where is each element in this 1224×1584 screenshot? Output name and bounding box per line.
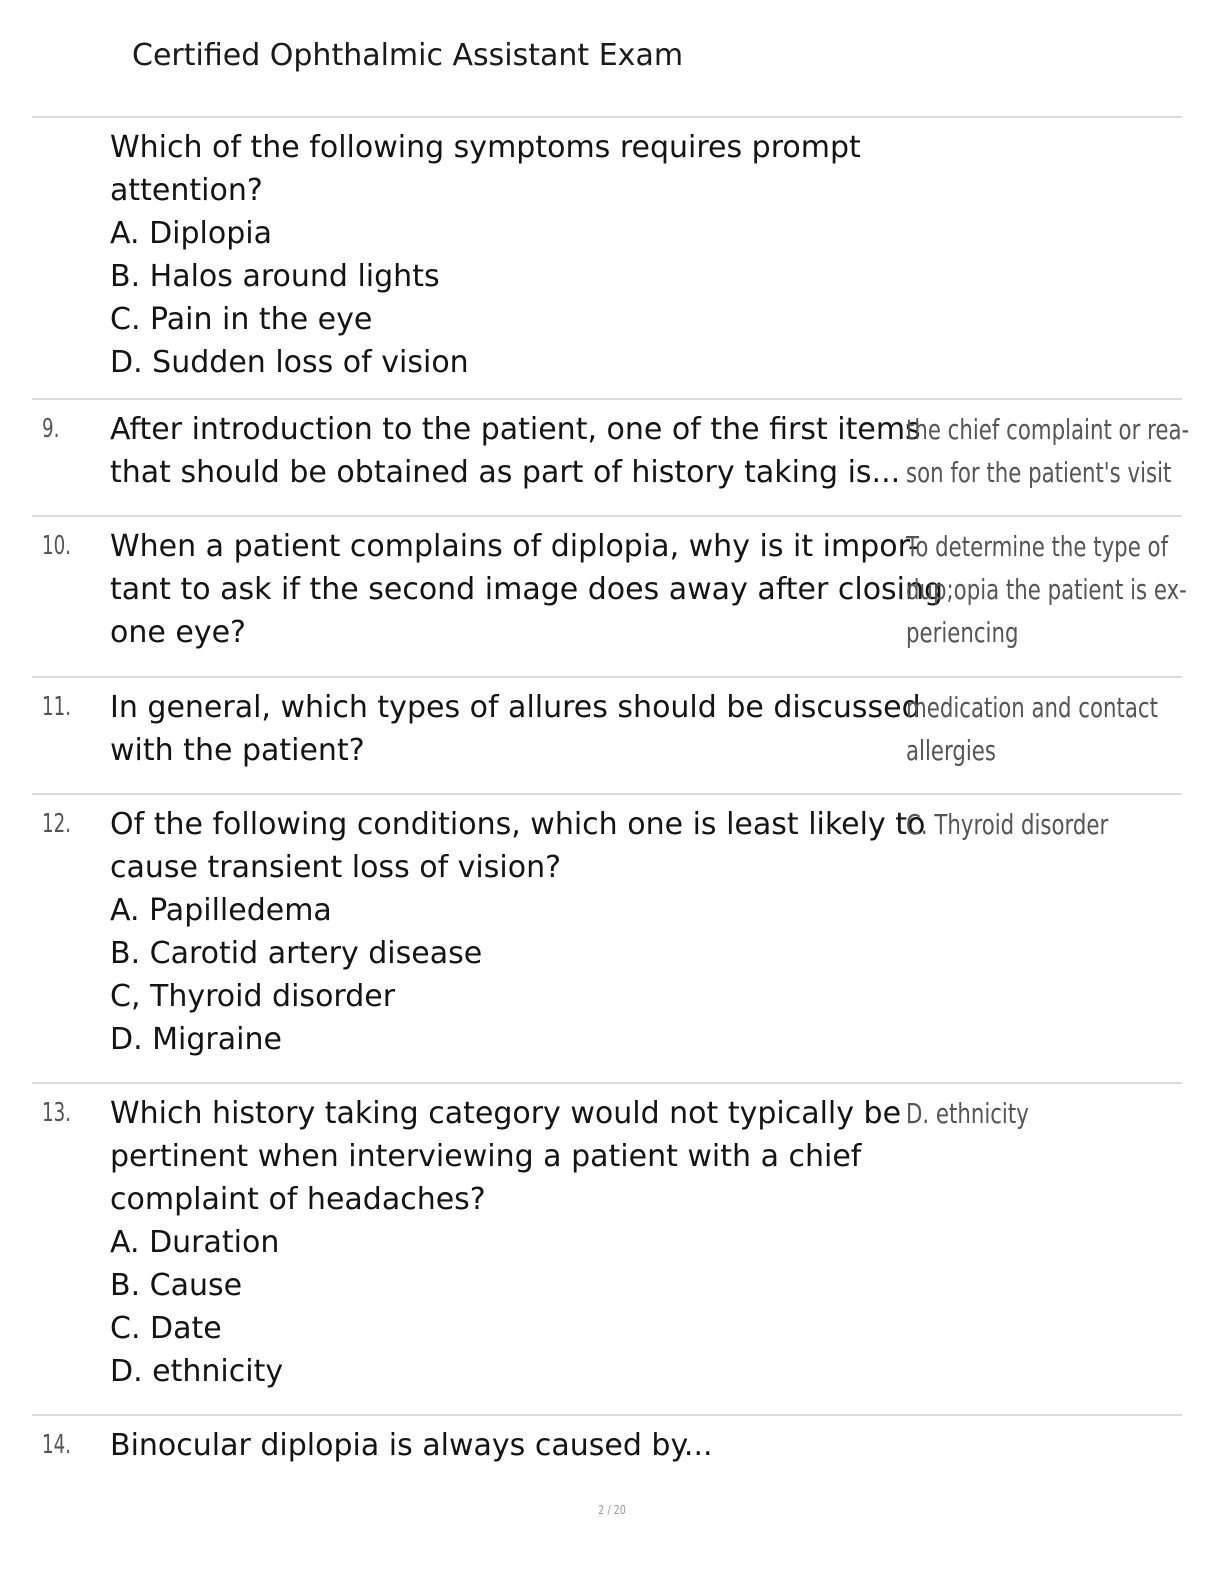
flashcard bbox=[32, 116, 1182, 398]
option-line: D. Sudden loss of vision bbox=[110, 345, 469, 380]
flashcard-list bbox=[32, 116, 1190, 1484]
question-line: pertinent when interviewing a patient with a chief bbox=[110, 1139, 862, 1174]
flashcard bbox=[32, 1082, 1182, 1414]
card-question bbox=[110, 686, 921, 772]
option-line: D. Migraine bbox=[110, 1022, 282, 1057]
answer-line: To determine the type of bbox=[906, 530, 1169, 563]
answer-line: C. Thyroid disorder bbox=[906, 808, 1109, 841]
answer-line: the chief complaint or rea- bbox=[906, 413, 1190, 446]
answer-line: D. ethnicity bbox=[906, 1097, 1029, 1130]
answer-line: dup;opia the patient is ex- bbox=[906, 573, 1187, 606]
card-answer bbox=[906, 408, 1190, 494]
flashcard bbox=[32, 793, 1182, 1082]
card-number: 9. bbox=[42, 414, 60, 444]
card-number: 13. bbox=[42, 1098, 72, 1128]
page-number: 2 / 20 bbox=[598, 1503, 626, 1517]
question-line: cause transient loss of vision? bbox=[110, 850, 562, 885]
card-number: 14. bbox=[42, 1430, 72, 1460]
card-question bbox=[110, 525, 944, 654]
card-question bbox=[110, 803, 926, 1061]
question-line: complaint of headaches? bbox=[110, 1182, 486, 1217]
option-line: D. ethnicity bbox=[110, 1354, 284, 1389]
answer-line: son for the patient's visit bbox=[906, 456, 1172, 489]
option-line: B. Halos around lights bbox=[110, 259, 440, 294]
card-question bbox=[110, 1424, 900, 1467]
answer-line: allergies bbox=[906, 734, 996, 767]
card-answer bbox=[906, 525, 1187, 654]
card-number: 11. bbox=[42, 692, 72, 722]
card-number: 12. bbox=[42, 809, 72, 839]
question-line: with the patient? bbox=[110, 733, 365, 768]
option-line: B. Carotid artery disease bbox=[110, 936, 483, 971]
question-line: tant to ask if the second image does away after closing bbox=[110, 572, 944, 607]
document-title: Certified Ophthalmic Assistant Exam bbox=[132, 38, 684, 73]
card-question bbox=[110, 1092, 900, 1393]
card-number: 10. bbox=[42, 531, 72, 561]
flashcard bbox=[32, 398, 1190, 515]
card-question bbox=[110, 408, 921, 494]
card-answer bbox=[906, 686, 1157, 772]
option-line: C. Pain in the eye bbox=[110, 302, 373, 337]
option-line: B. Cause bbox=[110, 1268, 243, 1303]
question-line: Of the following conditions, which one is least likely to bbox=[110, 807, 926, 842]
flashcard bbox=[32, 515, 1187, 676]
question-line: one eye? bbox=[110, 615, 246, 650]
question-line: Which of the following symptoms requires prompt bbox=[110, 130, 861, 165]
option-line: C. Date bbox=[110, 1311, 222, 1346]
flashcard bbox=[32, 1414, 1182, 1484]
option-line: C, Thyroid disorder bbox=[110, 979, 396, 1014]
flashcard bbox=[32, 676, 1182, 793]
question-line: Binocular diplopia is always caused by... bbox=[110, 1428, 713, 1463]
question-line: After introduction to the patient, one of the first items bbox=[110, 412, 921, 447]
option-line: A. Diplopia bbox=[110, 216, 272, 251]
card-answer bbox=[906, 1092, 1157, 1135]
answer-line: periencing bbox=[906, 616, 1019, 649]
card-answer bbox=[906, 803, 1157, 846]
question-line: When a patient complains of diplopia, why is it impor- bbox=[110, 529, 919, 564]
question-line: that should be obtained as part of history taking is... bbox=[110, 455, 901, 490]
answer-line: medication and contact bbox=[906, 691, 1158, 724]
question-line: In general, which types of allures should be discussed bbox=[110, 690, 921, 725]
option-line: A. Papilledema bbox=[110, 893, 332, 928]
question-line: Which history taking category would not typically be bbox=[110, 1096, 902, 1131]
option-line: A. Duration bbox=[110, 1225, 280, 1260]
card-question bbox=[110, 126, 900, 384]
question-line: attention? bbox=[110, 173, 263, 208]
